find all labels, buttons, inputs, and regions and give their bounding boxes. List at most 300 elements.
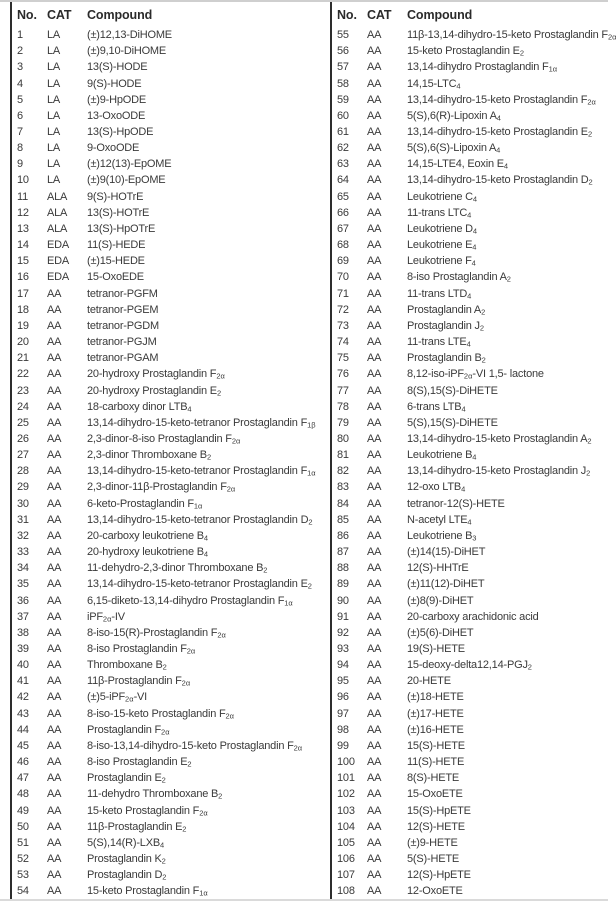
cell-no: 12 bbox=[17, 206, 29, 219]
cell-cat: AA bbox=[47, 513, 62, 526]
cell-compound: Prostaglandin $B_2$ bbox=[407, 352, 486, 365]
table-row bbox=[337, 835, 606, 851]
cell-cat: AA bbox=[367, 836, 382, 849]
cell-cat: AA bbox=[367, 594, 382, 607]
cell-cat: AA bbox=[47, 853, 62, 866]
cell-no: 19 bbox=[17, 319, 29, 332]
cell-compound: (±)18-HETE bbox=[407, 691, 464, 704]
cell-no: 102 bbox=[337, 788, 355, 801]
cell-cat: AA bbox=[367, 206, 382, 219]
cell-cat: LA bbox=[47, 174, 61, 187]
table-row bbox=[337, 819, 606, 835]
cell-compound: 11-dehydro Thromboxane $B_2$ bbox=[87, 788, 223, 801]
cell-cat: AA bbox=[47, 739, 62, 752]
cell-compound: Leukotriene $D_4$ bbox=[407, 222, 478, 236]
cell-compound: tetranor-PGAM bbox=[87, 352, 159, 365]
table-row bbox=[337, 399, 606, 415]
cell-no: 27 bbox=[17, 449, 29, 462]
cell-cat: AA bbox=[47, 610, 62, 623]
table-row bbox=[17, 447, 302, 463]
cell-cat: AA bbox=[47, 546, 62, 559]
cell-cat: AA bbox=[367, 707, 382, 720]
cell-cat: AA bbox=[367, 29, 382, 42]
cell-compound: Prostaglandin $F_{2\alpha}$ bbox=[87, 723, 170, 737]
table-row bbox=[337, 415, 606, 431]
column-header-no: No. bbox=[17, 7, 37, 22]
cell-compound: (±)15-HEDE bbox=[87, 255, 145, 268]
cell-cat: AA bbox=[47, 820, 62, 833]
cell-no: 45 bbox=[17, 739, 29, 752]
table-row bbox=[17, 544, 302, 560]
cell-cat: AA bbox=[367, 562, 382, 575]
cell-compound: 8-iso-13,14-dihydro-15-keto Prostaglandin $F_{2\alpha}$ bbox=[87, 739, 303, 753]
cell-compound: 8,12-iso-iPF$_{2\alpha}$-VI 1,5- lactone bbox=[407, 368, 544, 381]
table-row bbox=[337, 172, 606, 188]
cell-no: 21 bbox=[17, 352, 29, 365]
table-row bbox=[337, 92, 606, 108]
cell-compound: 6-keto-Prostaglandin $F_{1\alpha}$ bbox=[87, 497, 203, 511]
table-row bbox=[17, 883, 302, 899]
cell-no: 64 bbox=[337, 174, 349, 187]
cell-no: 82 bbox=[337, 465, 349, 478]
cell-cat: AA bbox=[367, 513, 382, 526]
table-header-left bbox=[17, 2, 302, 27]
cell-cat: EDA bbox=[47, 271, 70, 284]
cell-no: 26 bbox=[17, 432, 29, 445]
cell-cat: LA bbox=[47, 61, 61, 74]
cell-cat: AA bbox=[47, 707, 62, 720]
cell-no: 98 bbox=[337, 723, 349, 736]
cell-cat: LA bbox=[47, 77, 61, 90]
cell-compound: (±)14(15)-DiHET bbox=[407, 546, 486, 559]
cell-compound: Leukotriene $F_4$ bbox=[407, 255, 476, 268]
table-row bbox=[337, 463, 606, 479]
table-row bbox=[337, 625, 606, 641]
cell-compound: 11β-Prostaglandin $F_{2\alpha}$ bbox=[87, 675, 191, 688]
table-row bbox=[17, 722, 302, 738]
table-row bbox=[337, 738, 606, 754]
cell-cat: AA bbox=[367, 400, 382, 413]
table-row bbox=[17, 657, 302, 673]
cell-cat: ALA bbox=[47, 190, 68, 203]
cell-compound: 11-trans $LTE_4$ bbox=[407, 336, 471, 349]
cell-compound: 11β-13,14-dihydro-15-keto Prostaglandin $F_{2\alpha}$ bbox=[407, 29, 616, 42]
table-row bbox=[337, 770, 606, 786]
cell-compound: 9(S)-HODE bbox=[87, 77, 142, 90]
table-row bbox=[17, 803, 302, 819]
table-row bbox=[337, 43, 606, 59]
cell-cat: LA bbox=[47, 93, 61, 106]
cell-no: 97 bbox=[337, 707, 349, 720]
cell-cat: AA bbox=[367, 336, 382, 349]
cell-compound: 11β-Prostaglandin $E_2$ bbox=[87, 820, 187, 834]
cell-cat: LA bbox=[47, 126, 61, 139]
table-row bbox=[17, 350, 302, 366]
cell-no: 14 bbox=[17, 239, 29, 252]
cell-cat: AA bbox=[367, 546, 382, 559]
compound-table-left-pane bbox=[10, 2, 316, 900]
cell-compound: $15-deoxy-delta12,14-PGJ_2$ bbox=[407, 659, 532, 672]
cell-no: 104 bbox=[337, 820, 355, 833]
cell-compound: 20-carboxy arachidonic acid bbox=[407, 610, 539, 623]
cell-cat: ALA bbox=[47, 206, 68, 219]
cell-no: 99 bbox=[337, 739, 349, 752]
cell-compound: 13,14-dihydro-15-keto-tetranor Prostaglandin $F_{1\alpha}$ bbox=[87, 465, 316, 478]
cell-no: 65 bbox=[337, 190, 349, 203]
table-row bbox=[17, 609, 302, 625]
cell-cat: AA bbox=[367, 820, 382, 833]
cell-cat: AA bbox=[47, 368, 62, 381]
cell-cat: AA bbox=[47, 449, 62, 462]
cell-compound: 11(S)-HETE bbox=[407, 756, 465, 769]
table-row bbox=[17, 382, 302, 398]
cell-compound: 11(S)-HEDE bbox=[87, 239, 146, 252]
cell-cat: AA bbox=[367, 675, 382, 688]
cell-cat: AA bbox=[367, 756, 382, 769]
cell-cat: LA bbox=[47, 142, 61, 155]
cell-no: 3 bbox=[17, 61, 23, 74]
cell-compound: 9(S)-HOTrE bbox=[87, 190, 144, 203]
table-row bbox=[337, 576, 606, 592]
cell-cat: AA bbox=[367, 61, 382, 74]
cell-cat: AA bbox=[367, 578, 382, 591]
table-row bbox=[337, 689, 606, 705]
table-row bbox=[337, 269, 606, 285]
cell-no: 67 bbox=[337, 222, 349, 235]
cell-compound: tetranor-12(S)-HETE bbox=[407, 497, 505, 510]
cell-compound: 12(S)-HpETE bbox=[407, 869, 471, 882]
cell-no: 60 bbox=[337, 109, 349, 122]
cell-compound: 11-dehydro-2,3-dinor Thromboxane $B_2$ bbox=[87, 562, 268, 575]
cell-cat: AA bbox=[367, 804, 382, 817]
cell-cat: AA bbox=[47, 772, 62, 785]
cell-cat: AA bbox=[367, 610, 382, 623]
table-row bbox=[337, 124, 606, 140]
column-header-cat: CAT bbox=[367, 7, 392, 22]
table-row bbox=[17, 75, 302, 91]
cell-no: 20 bbox=[17, 336, 29, 349]
cell-compound: tetranor-PGDM bbox=[87, 319, 159, 332]
cell-no: 69 bbox=[337, 255, 349, 268]
table-row bbox=[17, 592, 302, 608]
cell-no: 32 bbox=[17, 529, 29, 542]
bottom-divider bbox=[0, 899, 608, 901]
cell-no: 11 bbox=[17, 190, 29, 203]
cell-compound: 20-carboxy leukotriene $B_4$ bbox=[87, 529, 209, 543]
cell-cat: AA bbox=[367, 158, 382, 171]
cell-compound: 8-iso-15-keto Prostaglandin $F_{2\alpha}$ bbox=[87, 707, 235, 721]
cell-cat: LA bbox=[47, 109, 61, 122]
table-row bbox=[17, 92, 302, 108]
cell-no: 1 bbox=[17, 29, 23, 42]
table-row bbox=[17, 479, 302, 495]
table-row bbox=[17, 576, 312, 592]
cell-cat: AA bbox=[367, 869, 382, 882]
cell-compound: 15-keto Prostaglandin $F_{1\alpha}$ bbox=[87, 885, 208, 898]
cell-no: 31 bbox=[17, 513, 29, 526]
cell-no: 89 bbox=[337, 578, 349, 591]
cell-no: 9 bbox=[17, 158, 23, 171]
cell-no: 71 bbox=[337, 287, 349, 300]
cell-compound: 8-iso Prostaglandin $A_2$ bbox=[407, 271, 511, 284]
table-row bbox=[337, 560, 606, 576]
cell-no: 61 bbox=[337, 126, 349, 139]
cell-cat: LA bbox=[47, 45, 61, 58]
table-row bbox=[17, 641, 302, 657]
cell-compound: 20-hydroxy Prostaglandin $F_{2\alpha}$ bbox=[87, 368, 225, 381]
cell-no: 66 bbox=[337, 206, 349, 219]
cell-compound: 13,14-dihydro-15-keto Prostaglandin $D_2$ bbox=[407, 174, 593, 187]
cell-compound: 5(S),6(S)-Lipoxin $A_4$ bbox=[407, 142, 501, 155]
cell-cat: AA bbox=[367, 497, 382, 510]
cell-no: 18 bbox=[17, 303, 29, 316]
cell-cat: AA bbox=[367, 303, 382, 316]
cell-compound: 2,3-dinor-8-iso Prostaglandin $F_{2\alpha}$ bbox=[87, 432, 241, 446]
table-row bbox=[17, 399, 302, 415]
cell-no: 22 bbox=[17, 368, 29, 381]
table-body-left bbox=[17, 27, 316, 899]
cell-compound: $5(S),14(R)-LXB_4$ bbox=[87, 836, 165, 850]
table-row bbox=[337, 253, 606, 269]
cell-compound: 13,14-dihydro-15-keto Prostaglandin $E_2$ bbox=[407, 126, 593, 139]
cell-no: 30 bbox=[17, 497, 29, 510]
cell-cat: AA bbox=[367, 255, 382, 268]
cell-no: 13 bbox=[17, 222, 29, 235]
cell-no: 57 bbox=[337, 61, 349, 74]
cell-cat: EDA bbox=[47, 239, 70, 252]
cell-compound: Leukotriene $C_4$ bbox=[407, 190, 478, 204]
cell-cat: AA bbox=[367, 109, 382, 122]
cell-compound: (±)5-iPF$_{2\alpha}$-VI bbox=[87, 691, 148, 704]
table-row bbox=[337, 592, 606, 608]
cell-compound: (±)16-HETE bbox=[407, 723, 464, 736]
compound-table-right-pane bbox=[330, 2, 616, 900]
cell-no: 105 bbox=[337, 836, 355, 849]
cell-compound: 8(S)-HETE bbox=[407, 772, 459, 785]
cell-cat: AA bbox=[47, 723, 62, 736]
cell-no: 68 bbox=[337, 239, 349, 252]
table-row bbox=[337, 786, 606, 802]
table-row bbox=[17, 673, 302, 689]
cell-compound: Prostaglandin $D_2$ bbox=[87, 869, 167, 882]
cell-cat: AA bbox=[367, 788, 382, 801]
cell-no: 25 bbox=[17, 416, 29, 429]
table-row bbox=[17, 463, 316, 479]
cell-compound: 20-hydroxy Prostaglandin $E_2$ bbox=[87, 384, 222, 398]
cell-compound: 12-oxo $LTB_4$ bbox=[407, 481, 466, 494]
table-row bbox=[17, 124, 302, 140]
cell-no: 79 bbox=[337, 416, 349, 429]
table-header-right bbox=[337, 2, 606, 27]
cell-cat: ALA bbox=[47, 222, 68, 235]
cell-compound: 8-iso-15(R)-Prostaglandin $F_{2\alpha}$ bbox=[87, 626, 226, 640]
table-row bbox=[337, 156, 606, 172]
table-row bbox=[337, 657, 606, 673]
cell-cat: AA bbox=[367, 93, 382, 106]
cell-no: 8 bbox=[17, 142, 23, 155]
cell-no: 10 bbox=[17, 174, 29, 187]
cell-no: 56 bbox=[337, 45, 349, 58]
cell-no: 37 bbox=[17, 610, 29, 623]
column-header-compound: Compound bbox=[87, 7, 153, 22]
table-row bbox=[337, 754, 606, 770]
cell-no: 23 bbox=[17, 384, 29, 397]
table-row bbox=[337, 350, 606, 366]
cell-no: 63 bbox=[337, 158, 349, 171]
cell-cat: AA bbox=[367, 465, 382, 478]
table-row bbox=[17, 286, 302, 302]
cell-cat: AA bbox=[367, 772, 382, 785]
cell-no: 42 bbox=[17, 691, 29, 704]
cell-compound: Leukotriene $B_4$ bbox=[407, 449, 477, 462]
table-row bbox=[17, 786, 302, 802]
cell-no: 2 bbox=[17, 45, 23, 58]
table-row bbox=[337, 382, 606, 398]
cell-no: 81 bbox=[337, 449, 349, 462]
cell-no: 100 bbox=[337, 756, 355, 769]
table-row bbox=[337, 221, 606, 237]
cell-compound: 15-OxoEDE bbox=[87, 271, 144, 284]
cell-cat: AA bbox=[367, 659, 382, 672]
cell-compound: 13(S)-HODE bbox=[87, 61, 148, 74]
cell-no: 94 bbox=[337, 659, 349, 672]
cell-cat: AA bbox=[367, 384, 382, 397]
cell-cat: AA bbox=[367, 368, 382, 381]
cell-compound: (±)12(13)-EpOME bbox=[87, 158, 172, 171]
table-row bbox=[17, 528, 302, 544]
cell-no: 44 bbox=[17, 723, 29, 736]
cell-cat: AA bbox=[367, 626, 382, 639]
cell-cat: AA bbox=[47, 885, 62, 898]
cell-no: 6 bbox=[17, 109, 23, 122]
cell-compound: 13,14-dihydro-15-keto Prostaglandin $J_2$ bbox=[407, 465, 591, 478]
cell-compound: 15(S)-HETE bbox=[407, 739, 465, 752]
cell-no: 29 bbox=[17, 481, 29, 494]
cell-cat: AA bbox=[367, 319, 382, 332]
table-row bbox=[17, 835, 302, 851]
cell-cat: AA bbox=[367, 885, 382, 898]
table-row bbox=[17, 156, 302, 172]
table-row bbox=[17, 27, 302, 43]
cell-no: 39 bbox=[17, 643, 29, 656]
cell-no: 50 bbox=[17, 820, 29, 833]
table-row bbox=[17, 189, 302, 205]
table-row bbox=[337, 544, 606, 560]
table-row bbox=[337, 851, 606, 867]
cell-cat: AA bbox=[367, 352, 382, 365]
cell-cat: AA bbox=[47, 465, 62, 478]
cell-cat: AA bbox=[367, 222, 382, 235]
cell-compound: Leukotriene $E_4$ bbox=[407, 239, 477, 252]
cell-cat: AA bbox=[367, 853, 382, 866]
table-row bbox=[17, 108, 302, 124]
table-row bbox=[17, 253, 302, 269]
table-row bbox=[17, 738, 302, 754]
table-row bbox=[337, 27, 616, 43]
cell-no: 72 bbox=[337, 303, 349, 316]
cell-no: 55 bbox=[337, 29, 349, 42]
cell-no: 107 bbox=[337, 869, 355, 882]
cell-compound: 11-trans $LTD_4$ bbox=[407, 287, 472, 301]
cell-no: 47 bbox=[17, 772, 29, 785]
table-row bbox=[17, 625, 302, 641]
cell-cat: AA bbox=[47, 416, 62, 429]
cell-no: 36 bbox=[17, 594, 29, 607]
cell-cat: AA bbox=[47, 352, 62, 365]
cell-cat: AA bbox=[47, 562, 62, 575]
cell-cat: AA bbox=[47, 675, 62, 688]
cell-cat: AA bbox=[47, 481, 62, 494]
table-row bbox=[17, 431, 302, 447]
column-header-no: No. bbox=[337, 7, 357, 22]
cell-cat: AA bbox=[47, 319, 62, 332]
cell-compound: 5(S)-HETE bbox=[407, 853, 459, 866]
table-row bbox=[17, 59, 302, 75]
cell-cat: LA bbox=[47, 158, 61, 171]
table-row bbox=[337, 609, 606, 625]
cell-no: 40 bbox=[17, 659, 29, 672]
table-row bbox=[337, 447, 606, 463]
table-row bbox=[337, 189, 606, 205]
cell-compound: (±)9(10)-EpOME bbox=[87, 174, 166, 187]
table-row bbox=[337, 496, 606, 512]
cell-no: 7 bbox=[17, 126, 23, 139]
cell-cat: AA bbox=[367, 739, 382, 752]
cell-cat: AA bbox=[47, 691, 62, 704]
cell-compound: 13-OxoODE bbox=[87, 109, 146, 122]
cell-no: 62 bbox=[337, 142, 349, 155]
cell-no: 52 bbox=[17, 853, 29, 866]
table-row bbox=[17, 318, 302, 334]
cell-compound: iPF$_{2\alpha}$-IV bbox=[87, 610, 125, 624]
cell-compound: $14,15-LTC_4$ bbox=[407, 77, 461, 91]
cell-compound: (±)9-HpODE bbox=[87, 93, 147, 106]
cell-no: 24 bbox=[17, 400, 29, 413]
cell-compound: Prostaglandin $K_2$ bbox=[87, 853, 166, 866]
cell-cat: EDA bbox=[47, 255, 70, 268]
cell-compound: Leukotriene $B_3$ bbox=[407, 529, 477, 543]
cell-cat: AA bbox=[367, 416, 382, 429]
table-row bbox=[17, 221, 302, 237]
table-row bbox=[17, 819, 302, 835]
cell-compound: (±)12,13-DiHOME bbox=[87, 29, 172, 42]
cell-no: 84 bbox=[337, 497, 349, 510]
table-row bbox=[337, 302, 606, 318]
table-row bbox=[17, 851, 302, 867]
cell-no: 58 bbox=[337, 77, 349, 90]
cell-cat: AA bbox=[47, 788, 62, 801]
cell-cat: AA bbox=[367, 142, 382, 155]
cell-no: 75 bbox=[337, 352, 349, 365]
table-row bbox=[337, 883, 606, 899]
cell-no: 17 bbox=[17, 287, 29, 300]
cell-cat: AA bbox=[47, 578, 62, 591]
cell-cat: AA bbox=[47, 336, 62, 349]
cell-no: 34 bbox=[17, 562, 29, 575]
cell-compound: (±)9-HETE bbox=[407, 836, 458, 849]
cell-compound: 13,14-dihydro-15-keto Prostaglandin $A_2$ bbox=[407, 432, 592, 446]
table-row bbox=[17, 415, 316, 431]
cell-cat: AA bbox=[367, 77, 382, 90]
cell-cat: AA bbox=[47, 756, 62, 769]
cell-compound: 5(S),15(S)-DiHETE bbox=[407, 416, 498, 429]
table-row bbox=[337, 59, 606, 75]
cell-compound: tetranor-PGFM bbox=[87, 287, 158, 300]
cell-compound: 8-iso Prostaglandin $F_{2\alpha}$ bbox=[87, 643, 196, 656]
cell-cat: AA bbox=[367, 481, 382, 494]
table-row bbox=[17, 496, 302, 512]
cell-compound: 5(S),6(R)-Lipoxin $A_4$ bbox=[407, 109, 501, 123]
